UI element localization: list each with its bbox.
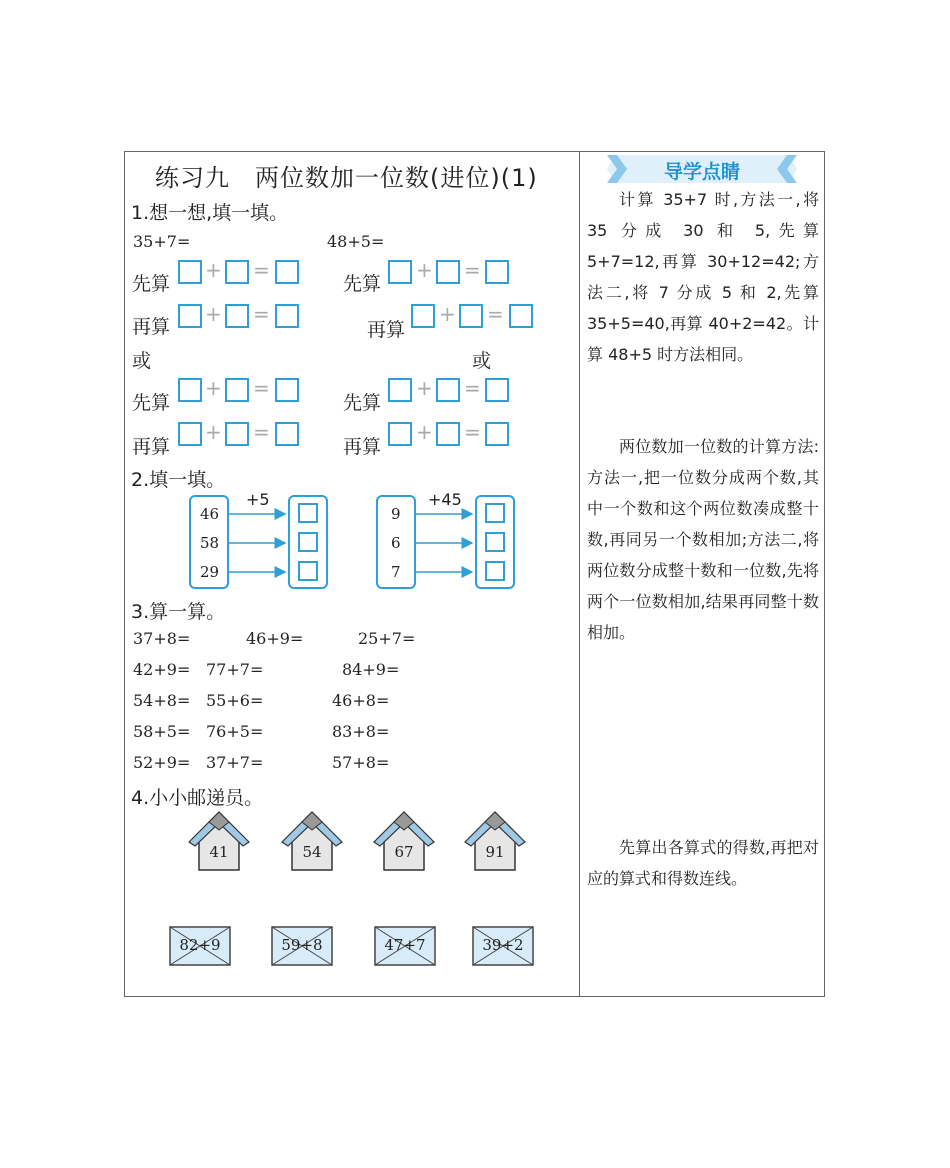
plus-sign: +	[416, 376, 433, 400]
plus-sign: +	[205, 376, 222, 400]
exercise-item: 54+8=	[133, 691, 191, 710]
answer-box[interactable]	[298, 561, 318, 581]
answer-box[interactable]	[178, 260, 202, 284]
house-number: 67	[394, 843, 414, 861]
column-divider	[579, 152, 580, 996]
q1-right-first-label: 先算	[343, 273, 382, 295]
house-icon	[185, 810, 253, 872]
answer-box[interactable]	[275, 378, 299, 402]
q2-heading: 2.填一填。	[131, 469, 226, 491]
operation-label: +45	[428, 490, 462, 509]
arrow-group	[416, 502, 476, 582]
q1-left-then-label-2: 再算	[132, 436, 171, 458]
envelope-expression: 39+2	[482, 936, 524, 954]
answer-box[interactable]	[178, 304, 202, 328]
plus-sign: +	[205, 420, 222, 444]
exercise-item: 76+5=	[206, 722, 264, 741]
input-number: 7	[391, 563, 401, 581]
plus-sign: +	[205, 258, 222, 282]
mailbox-house[interactable]	[461, 810, 529, 872]
equals-sign: =	[253, 420, 270, 444]
worksheet	[124, 151, 825, 997]
envelope-expression: 47+7	[384, 936, 426, 954]
q1-left-then-label: 再算	[132, 316, 171, 338]
mailbox-house[interactable]	[185, 810, 253, 872]
envelope[interactable]	[472, 926, 534, 966]
house-icon	[461, 810, 529, 872]
house-number: 41	[209, 843, 229, 861]
input-number: 58	[200, 534, 220, 552]
q1-right-or-label: 或	[472, 350, 492, 372]
equals-sign: =	[253, 302, 270, 326]
q1-right-then-label-2: 再算	[343, 436, 382, 458]
guide-banner	[607, 155, 797, 183]
answer-box[interactable]	[388, 378, 412, 402]
answer-box[interactable]	[298, 503, 318, 523]
mailbox-house[interactable]	[370, 810, 438, 872]
q1-left-first-label-2: 先算	[132, 392, 171, 414]
q1-right-expression: 48+5=	[327, 232, 385, 251]
equals-sign: =	[464, 376, 481, 400]
answer-box[interactable]	[459, 304, 483, 328]
answer-box[interactable]	[485, 260, 509, 284]
answer-box[interactable]	[411, 304, 435, 328]
answer-box[interactable]	[178, 378, 202, 402]
guide-paragraph-3: 先算出各算式的得数,再把对应的算式和得数连线。	[587, 838, 819, 888]
input-number: 9	[391, 505, 401, 523]
q4-heading: 4.小小邮递员。	[131, 787, 264, 809]
answer-box[interactable]	[275, 422, 299, 446]
answer-box[interactable]	[298, 532, 318, 552]
envelope-expression: 59+8	[281, 936, 323, 954]
answer-box[interactable]	[485, 378, 509, 402]
answer-box[interactable]	[388, 260, 412, 284]
equals-sign: =	[464, 420, 481, 444]
guide-paragraph-2: 两位数加一位数的计算方法:方法一,把一位数分成两个数,其中一个数和这个两位数凑成整十数,再同另一个数相加;方法二,将两位数分成整十数和一位数,先将两个一位数相加,结果再同整十数相加。	[587, 437, 819, 642]
exercise-item: 83+8=	[332, 722, 390, 741]
exercise-item: 77+7=	[206, 660, 264, 679]
exercise-item: 37+7=	[206, 753, 264, 772]
q1-right-then-label: 再算	[367, 319, 406, 341]
answer-box[interactable]	[225, 304, 249, 328]
answer-box[interactable]	[436, 378, 460, 402]
equals-sign: =	[487, 302, 504, 326]
exercise-item: 25+7=	[358, 629, 416, 648]
equals-sign: =	[253, 376, 270, 400]
answer-box[interactable]	[485, 561, 505, 581]
q1-left-or-label: 或	[132, 350, 152, 372]
input-number: 46	[200, 505, 220, 523]
answer-box[interactable]	[275, 260, 299, 284]
exercise-item: 84+9=	[342, 660, 400, 679]
q1-left-first-label: 先算	[132, 273, 171, 295]
equals-sign: =	[253, 258, 270, 282]
answer-box[interactable]	[509, 304, 533, 328]
input-number: 29	[200, 563, 220, 581]
answer-box[interactable]	[275, 304, 299, 328]
answer-box[interactable]	[225, 378, 249, 402]
answer-box[interactable]	[485, 422, 509, 446]
arrow-group	[229, 502, 289, 582]
envelope[interactable]	[271, 926, 333, 966]
plus-sign: +	[439, 302, 456, 326]
house-icon	[278, 810, 346, 872]
exercise-item: 55+6=	[206, 691, 264, 710]
exercise-item: 37+8=	[133, 629, 191, 648]
exercise-item: 42+9=	[133, 660, 191, 679]
answer-box[interactable]	[436, 260, 460, 284]
plus-sign: +	[205, 302, 222, 326]
q3-heading: 3.算一算。	[131, 601, 226, 623]
answer-box[interactable]	[485, 532, 505, 552]
mailbox-house[interactable]	[278, 810, 346, 872]
house-icon	[370, 810, 438, 872]
exercise-item: 46+8=	[332, 691, 390, 710]
exercise-item: 46+9=	[246, 629, 304, 648]
exercise-item: 58+5=	[133, 722, 191, 741]
guide-title: 导学点睛	[663, 161, 740, 183]
q1-heading: 1.想一想,填一填。	[131, 202, 289, 224]
page-title: 练习九 两位数加一位数(进位)(1)	[155, 164, 538, 192]
q1-left-expression: 35+7=	[133, 232, 191, 251]
answer-box[interactable]	[225, 422, 249, 446]
answer-box[interactable]	[485, 503, 505, 523]
envelope[interactable]	[169, 926, 231, 966]
plus-sign: +	[416, 258, 433, 282]
envelope-expression: 82+9	[179, 936, 221, 954]
operation-label: +5	[246, 490, 270, 509]
equals-sign: =	[464, 258, 481, 282]
guide-paragraph-1: 计算 35+7 时,方法一,将 35 分成 30 和 5,先算 5+7=12,再算 30+12=42;方法二,将 7 分成 5 和 2,先算 35+5=40,再算 40+2=42。计算 48+5 时方法相同。	[587, 190, 819, 364]
house-number: 54	[302, 843, 322, 861]
answer-box[interactable]	[436, 422, 460, 446]
answer-box[interactable]	[388, 422, 412, 446]
input-number: 6	[391, 534, 401, 552]
exercise-item: 57+8=	[332, 753, 390, 772]
answer-box[interactable]	[225, 260, 249, 284]
q1-right-first-label-2: 先算	[343, 392, 382, 414]
house-number: 91	[485, 843, 505, 861]
envelope[interactable]	[374, 926, 436, 966]
answer-box[interactable]	[178, 422, 202, 446]
exercise-item: 52+9=	[133, 753, 191, 772]
plus-sign: +	[416, 420, 433, 444]
